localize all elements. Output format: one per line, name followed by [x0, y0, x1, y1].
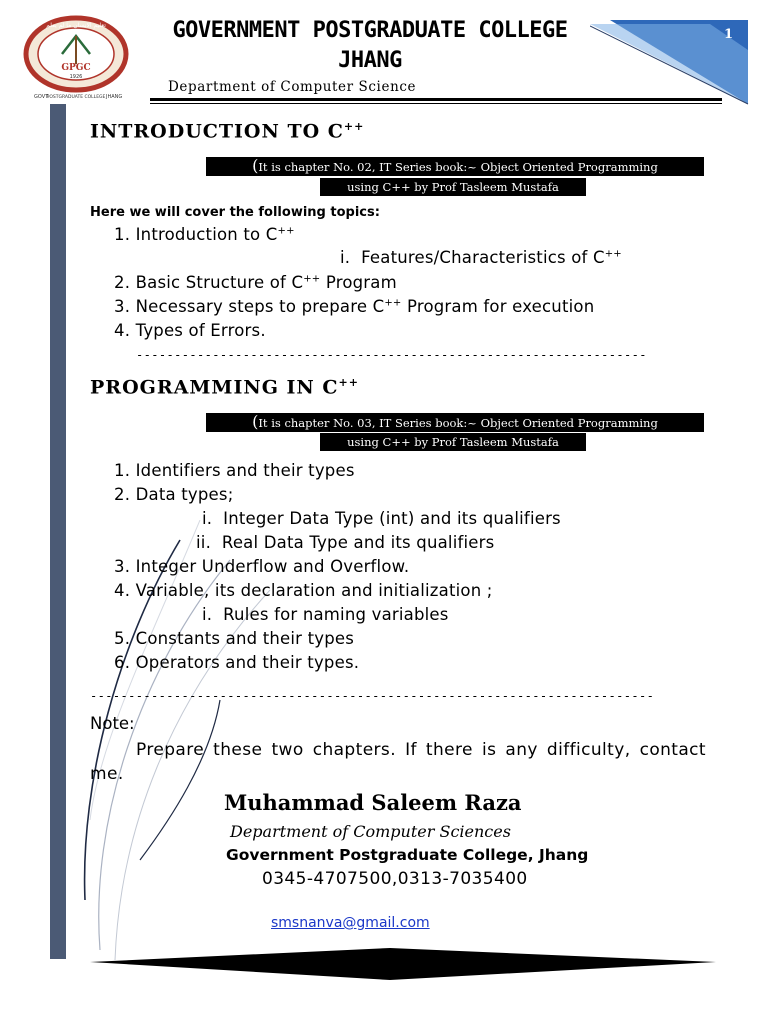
signature-college: Government Postgraduate College, Jhang: [226, 846, 589, 864]
topic-item: 1. Introduction to C++: [114, 225, 295, 244]
topic-item: 3. Integer Underflow and Overflow.: [114, 557, 410, 576]
topic-subitem: i. Integer Data Type (int) and its qualifiers: [202, 509, 561, 528]
left-margin-bar: [50, 104, 66, 959]
topic-item: 4. Variable, its declaration and initialization ;: [114, 581, 493, 600]
college-title-line1: GOVERNMENT POSTGRADUATE COLLEGE: [172, 18, 568, 43]
topic-item: 2. Basic Structure of C++ Program: [114, 273, 397, 292]
logo-bottom-left: GOVT.: [34, 94, 50, 100]
logo-bottom-center: POSTGRADUATE COLLEGE: [46, 95, 106, 100]
logo-bottom-right: JHANG: [106, 94, 123, 100]
topic-item: 5. Constants and their types: [114, 629, 355, 648]
topic-item: 4. Types of Errors.: [114, 321, 266, 340]
topic-item: 6. Operators and their types.: [114, 653, 360, 672]
college-logo: [22, 14, 130, 104]
note-text: Prepare these two chapters. If there is any difficulty, contact me.: [90, 740, 706, 784]
email-link[interactable]: smsnanva@gmail.com: [271, 915, 430, 931]
book-reference-1-line2: using C++ by Prof Tasleem Mustafa: [320, 178, 586, 196]
book-reference-2: [206, 413, 704, 432]
signature-name: Muhammad Saleem Raza: [224, 790, 522, 815]
note-label: Note:: [90, 714, 135, 733]
section-divider: -------------------------------------------------------------------: [136, 348, 647, 362]
header-rule-thin: [150, 103, 722, 104]
section-divider: --------------------------------------------------------------------------: [90, 689, 655, 703]
section-title-programming: PROGRAMMING IN C++: [90, 376, 359, 399]
college-title: [140, 16, 600, 76]
topic-subitem: i. Rules for naming variables: [202, 605, 449, 624]
book-reference-line1: (It is chapter No. 03, IT Series book:~ Object Oriented Programming: [252, 412, 658, 431]
book-reference-2-line2: using C++ by Prof Tasleem Mustafa: [320, 433, 586, 451]
section-title-introduction: INTRODUCTION TO C++: [90, 120, 365, 143]
topics-intro: Here we will cover the following topics:: [90, 205, 380, 220]
logo-monogram: GPGC: [61, 63, 91, 73]
book-reference-line1: (It is chapter No. 02, IT Series book:~ Object Oriented Programming: [252, 156, 658, 175]
book-reference-1: [206, 157, 704, 176]
topic-item: 1. Identifiers and their types: [114, 461, 355, 480]
topic-item: 2. Data types;: [114, 485, 234, 504]
topic-subitem: i. Features/Characteristics of C++: [340, 248, 622, 267]
topic-item: 3. Necessary steps to prepare C++ Program for execution: [114, 297, 595, 316]
department-header: Department of Computer Science: [168, 79, 417, 95]
logo-motto: تعلیم الانسان ما لم یعلم: [46, 22, 106, 29]
college-title-line2: JHANG: [338, 48, 402, 73]
topic-subitem: ii. Real Data Type and its qualifiers: [196, 533, 495, 552]
signature-phone: 0345-4707500,0313-7035400: [262, 869, 528, 889]
signature-department: Department of Computer Sciences: [230, 822, 511, 841]
page-number: 1: [724, 27, 734, 42]
footer-decoration: [90, 940, 716, 984]
logo-year: 1926: [69, 74, 83, 80]
header-rule: [150, 98, 722, 101]
